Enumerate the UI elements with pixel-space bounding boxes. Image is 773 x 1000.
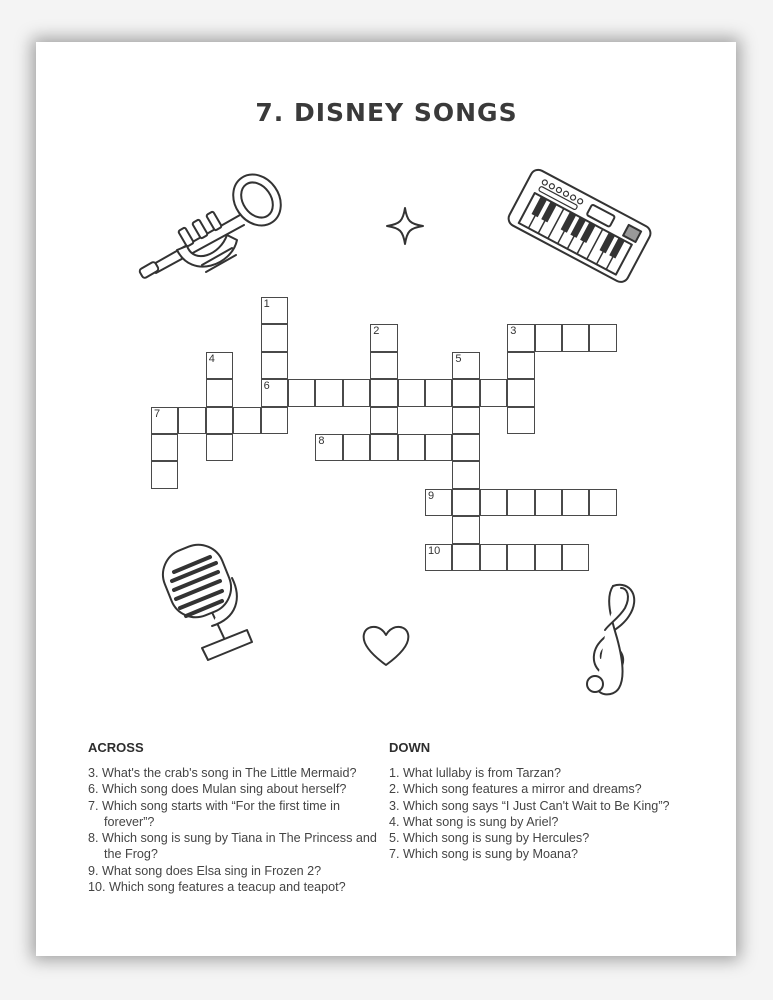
crossword-cell[interactable] (151, 434, 178, 461)
crossword-cell[interactable] (589, 324, 616, 351)
crossword-cell[interactable] (261, 379, 288, 406)
across-clue: 6. Which song does Mulan sing about herself? (88, 782, 347, 797)
crossword-cell[interactable] (370, 324, 397, 351)
crossword-cell[interactable] (206, 379, 233, 406)
clue-number: 4 (208, 352, 215, 365)
crossword-cell[interactable] (425, 544, 452, 571)
sparkle-icon (385, 206, 425, 246)
clue-number: 9 (428, 489, 435, 502)
crossword-cell[interactable] (370, 407, 397, 434)
crossword-cell[interactable] (480, 489, 507, 516)
clue-number: 6 (263, 380, 270, 393)
heart-icon (360, 622, 412, 668)
crossword-cell[interactable] (261, 352, 288, 379)
crossword-cell[interactable] (452, 434, 479, 461)
across-clue: 9. What song does Elsa sing in Frozen 2? (88, 863, 322, 878)
crossword-cell[interactable] (425, 379, 452, 406)
page-title: 7. DISNEY SONGS (255, 98, 518, 127)
crossword-cell[interactable] (151, 407, 178, 434)
treble-clef-icon (565, 578, 647, 700)
crossword-cell[interactable] (452, 352, 479, 379)
crossword-cell[interactable] (452, 461, 479, 488)
down-heading: DOWN (389, 740, 431, 755)
across-clue: 10. Which song features a teacup and teapot? (88, 880, 346, 895)
down-clue: 1. What lullaby is from Tarzan? (389, 766, 561, 780)
crossword-cell[interactable] (452, 407, 479, 434)
clue-number: 8 (318, 435, 325, 447)
crossword-cell[interactable] (206, 352, 233, 379)
down-clue: 2. Which song features a mirror and dreams? (389, 782, 642, 797)
clue-number: 1 (263, 298, 270, 310)
crossword-cell[interactable] (343, 379, 370, 406)
crossword-cell[interactable] (206, 434, 233, 461)
crossword-cell[interactable] (178, 407, 205, 434)
crossword-cell[interactable] (452, 516, 479, 543)
crossword-cell[interactable] (589, 489, 616, 516)
crossword-cell[interactable] (315, 379, 342, 406)
clue-number: 3 (510, 325, 517, 338)
crossword-cell[interactable] (507, 489, 534, 516)
crossword-cell[interactable] (562, 489, 589, 516)
crossword-cell[interactable] (206, 407, 233, 434)
keyboard-icon (505, 160, 655, 290)
crossword-cell[interactable] (562, 324, 589, 351)
crossword-cell[interactable] (425, 489, 452, 516)
clue-number: 7 (154, 407, 161, 420)
crossword-cell[interactable] (151, 461, 178, 488)
crossword-cell[interactable] (507, 379, 534, 406)
crossword-cell[interactable] (233, 407, 260, 434)
down-clue: 3. Which song says “I Just Can't Wait to Be King”? (389, 798, 670, 813)
crossword-cell[interactable] (562, 544, 589, 571)
down-clue: 5. Which song is sung by Hercules? (389, 831, 590, 846)
crossword-cell[interactable] (425, 434, 452, 461)
crossword-cell[interactable] (370, 434, 397, 461)
crossword-cell[interactable] (370, 379, 397, 406)
crossword-cell[interactable] (480, 379, 507, 406)
crossword-cell[interactable] (343, 434, 370, 461)
crossword-cell[interactable] (535, 544, 562, 571)
down-clues (389, 740, 679, 863)
crossword-cell[interactable] (452, 379, 479, 406)
crossword-cell[interactable] (507, 407, 534, 434)
crossword-cell[interactable] (452, 544, 479, 571)
across-clue: 7. Which song starts with “For the first time in forever”? (88, 798, 340, 829)
crossword-cell[interactable] (288, 379, 315, 406)
crossword-cell[interactable] (261, 297, 288, 324)
microphone-icon (152, 538, 267, 670)
clue-number: 5 (455, 352, 462, 365)
clue-number: 10 (428, 544, 441, 557)
crossword-cell[interactable] (398, 379, 425, 406)
trumpet-icon (132, 170, 292, 295)
across-heading: ACROSS (88, 740, 144, 755)
across-clues (88, 740, 384, 895)
crossword-cell[interactable] (261, 324, 288, 351)
crossword-cell[interactable] (370, 352, 397, 379)
crossword-cell[interactable] (398, 434, 425, 461)
crossword-cell[interactable] (261, 407, 288, 434)
down-clue: 4. What song is sung by Ariel? (389, 814, 559, 829)
crossword-cell[interactable] (507, 352, 534, 379)
across-clue: 8. Which song is sung by Tiana in The Princess and the Frog? (88, 831, 377, 862)
crossword-cell[interactable] (452, 489, 479, 516)
across-clue: 3. What's the crab's song in The Little Mermaid? (88, 766, 357, 780)
crossword-cell[interactable] (480, 544, 507, 571)
down-clue: 7. Which song is sung by Moana? (389, 847, 579, 862)
crossword-cell[interactable] (507, 324, 534, 351)
crossword-cell[interactable] (507, 544, 534, 571)
crossword-cell[interactable] (535, 489, 562, 516)
crossword-cell[interactable] (535, 324, 562, 351)
crossword-cell[interactable] (315, 434, 342, 461)
clue-number: 2 (373, 325, 380, 338)
